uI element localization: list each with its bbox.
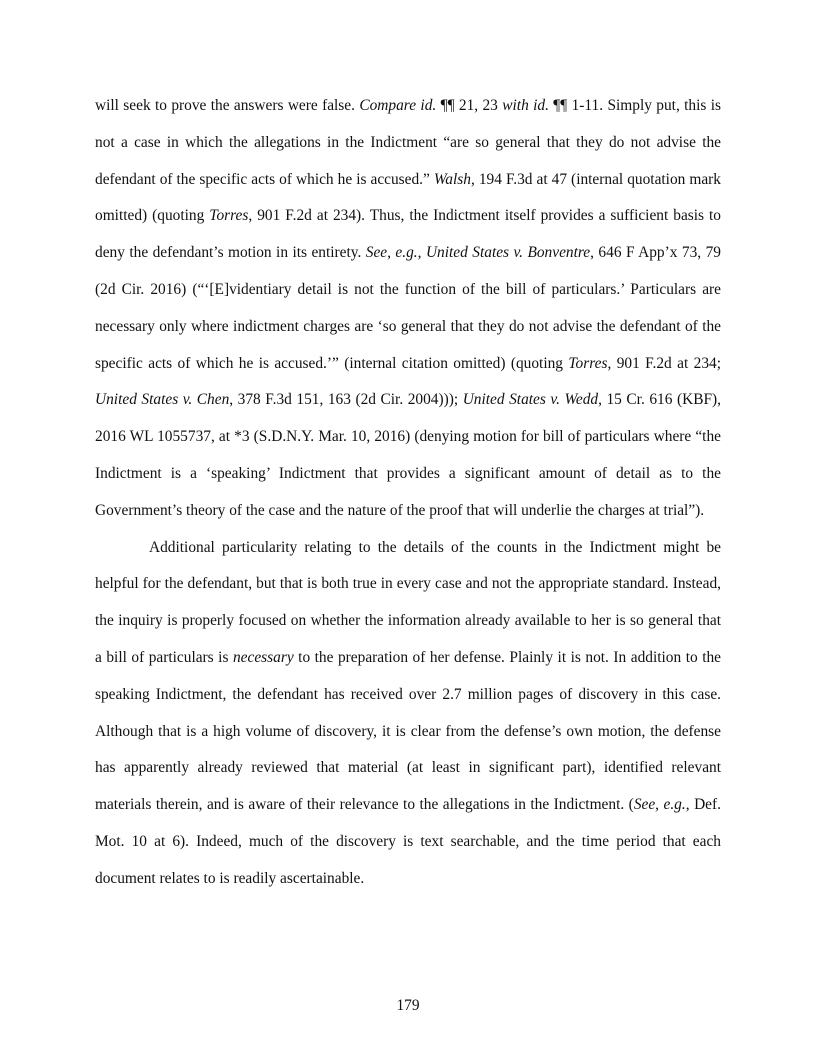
italic-run: United States v. Bonventre [425,244,591,262]
text-run: Additional particularity relating to the details of the counts in the Indictment might be helpful for the defendant, but that is both true in every case and not the appropriate standard. Instead, the inquiry is properly focused on whether the information already available to her is so general that a bill of particulars is [95,538,721,666]
text-run: , 15 Cr. 616 (KBF), 2016 WL 1055737, at *3 (S.D.N.Y. Mar. 10, 2016) (denying motion for bill of particulars where “the Indictment is a ‘speaking’ Indictment that provides a significant amount of detail as to the Government’s theory of the case and the nature of the proof that will underlie the charges at trial”). [95,391,721,519]
text-run: , 194 F.3d at 47 (internal quotation mark omitted) (quoting [95,170,721,225]
italic-run: Compare id. [359,97,437,114]
paragraph [95,530,721,898]
italic-run: Torres [568,354,608,372]
italic-run: Torres [209,207,249,225]
italic-run: Walsh [433,170,471,188]
page-number: 179 [396,997,420,1014]
italic-run: United States v. Wedd [462,391,599,409]
text-run: to the preparation of her defense. Plainly it is not. In addition to the speaking Indictment, the defendant has received over 2.7 million pages of discovery in this case. Although that is a high volume of discovery, it is clear from the defense’s own motion, the defense has apparently already reviewed that material (at least in significant part), identified relevant materials therein, and is aware of their relevance to the allegations in the Indictment. ( [95,648,721,814]
document-body [95,88,721,898]
text-run: , 901 F.2d at 234). Thus, the Indictment itself provides a sufficient basis to deny the defendant’s motion in its entirety. [95,207,721,262]
text-run: , 901 F.2d at 234; [607,354,721,372]
text-run: ¶¶ 21, 23 [436,97,503,114]
text-run: , Def. Mot. 10 at 6). Indeed, much of the discovery is text searchable, and the time period that each document relates to is readily ascertainable. [95,796,721,887]
text-run: will seek to prove the answers were false. [95,97,360,114]
text-run: , 646 F App’x 73, 79 (2d Cir. 2016) (“‘[E]videntiary detail is not the function of the bill of particulars.’ Particulars are necessary only where indictment charges are ‘so general that they do not advise the defendant of the specific acts of which he is accused.’” (internal citation omitted) (quoting [95,244,721,372]
italic-run: with id. [502,97,549,114]
page-footer [0,996,816,1016]
text-run: , [417,244,426,262]
italic-run: See, e.g. [365,244,418,262]
italic-run: necessary [232,648,294,666]
paragraph [95,88,721,530]
text-run: , 378 F.3d 151, 163 (2d Cir. 2004))); [229,391,463,409]
italic-run: United States v. Chen [95,391,230,409]
italic-run: See, e.g. [633,796,686,814]
text-run: ¶¶ 1-11. Simply put, this is not a case in which the allegations in the Indictment “are so general that they do not advise the defendant of the specific acts of which he is accused.” [95,97,722,188]
